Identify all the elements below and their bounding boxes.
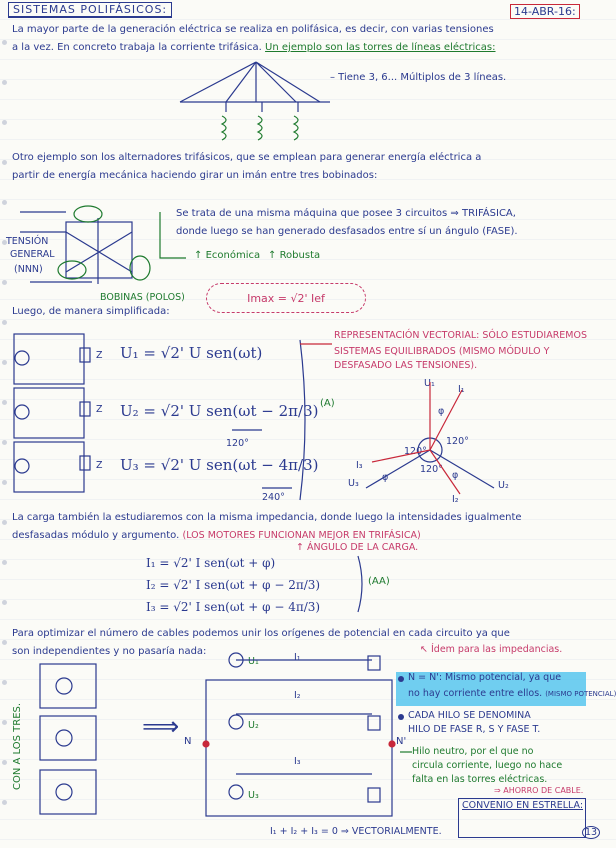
voltage-label-1: U₁ [248, 656, 259, 667]
impedance-label-1: Z [96, 350, 103, 361]
label-general: GENERAL [10, 249, 55, 260]
current-label-3: I₃ [294, 756, 301, 767]
angle-note: ↑ ÁNGULO DE LA CARGA. [296, 542, 419, 553]
note-neutral-1: Hilo neutro, por el que no [412, 746, 534, 757]
phasor-phi-2: φ [452, 470, 459, 481]
mark-a: (A) [320, 398, 335, 409]
phasor-label-u1: U₁ [424, 378, 435, 389]
advantage-robust: ↑ Robusta [268, 250, 321, 261]
phasor-label-i3: I₃ [356, 460, 363, 471]
phasor-phi-3: φ [382, 472, 389, 483]
note-phase-1: CADA HILO SE DENOMINA [408, 710, 531, 721]
simplified-label: Luego, de manera simplificada: [12, 306, 170, 317]
intro-example: Un ejemplo son las torres de líneas eléctricas: [265, 42, 496, 53]
motor-note: (LOS MOTORES FUNCIONAN MEJOR EN TRIFÁSICA) [182, 530, 421, 541]
transform-arrow: ⟹ [142, 712, 180, 742]
equation-i2: I₂ = √2' I sen(ωt + φ − 2π/3) [146, 578, 321, 592]
vector-rep-title: REPRESENTACIÓN VECTORIAL: SÓLO ESTUDIAREMOS [334, 330, 588, 341]
equation-u1: U₁ = √2' U sen(ωt) [120, 344, 263, 362]
star-circuit [203, 653, 412, 816]
optimize-line-1: Para optimizar el número de cables podemos unir los orígenes de potencial en cada circuito ya que [12, 628, 510, 639]
convention-label: CONVENIO EN ESTRELLA: [462, 800, 584, 811]
intro-line-1: La mayor parte de la generación eléctrica se realiza en polifásica, es decir, con varias tensiones [12, 24, 494, 35]
note-neutral-2: circula corriente, luego no hace [412, 760, 563, 771]
vector-rep-line-3: DESFASADO LAS TENSIONES). [334, 360, 478, 371]
load-line-1: La carga también la estudiaremos con la misma impedancia, donde luego la intensidades igualmente [12, 512, 522, 523]
alternator-line-2: partir de energía mecánica haciendo girar un imán entre tres bobinados: [12, 170, 378, 181]
current-sum: I₁ + I₂ + I₃ = 0 ⇒ VECTORIALMENTE. [270, 826, 442, 837]
note-neutral-tag: ⇒ AHORRO DE CABLE. [494, 786, 584, 795]
page-title: SISTEMAS POLIFÁSICOS: [8, 2, 172, 18]
equation-u2: U₂ = √2' U sen(ωt − 2π/3) [120, 402, 319, 420]
tower-note: – Tiene 3, 6... Múltiplos de 3 líneas. [330, 72, 507, 83]
equation-i3: I₃ = √2' I sen(ωt + φ − 4π/3) [146, 600, 321, 614]
page-number: 13 [582, 826, 600, 839]
page-date: 14-ABR-16: [510, 4, 580, 19]
note-potential-1: N = N': Mismo potencial, ya que [408, 672, 562, 683]
phasor-label-u2: U₂ [498, 480, 509, 491]
current-label-2: I₂ [294, 690, 301, 701]
phasor-diagram [300, 344, 494, 494]
equation-i1: I₁ = √2' I sen(ωt + φ) [146, 556, 276, 570]
alternator-desc-1: Se trata de una misma máquina que posee 3 circuitos ⇒ TRIFÁSICA, [176, 208, 516, 219]
phasor-angle-2: 120° [446, 436, 469, 447]
voltage-label-2: U₂ [248, 720, 259, 731]
current-label-1: I₁ [294, 652, 301, 663]
tower-drawing [180, 62, 330, 140]
phasor-angle-3: 120° [420, 464, 443, 475]
side-label: CON A LOS TRES. [12, 702, 23, 790]
node-n-prime: N' [396, 736, 407, 747]
label-nnn: (NNN) [14, 264, 43, 275]
note-phase-2: HILO DE FASE R, S Y FASE T. [408, 724, 541, 735]
note-potential-tag: (MISMO POTENCIAL) [545, 690, 616, 698]
equation-u3: U₃ = √2' U sen(ωt − 4π/3) [120, 456, 319, 474]
phasor-label-i1: I₁ [458, 384, 465, 395]
angle-120: 120° [226, 438, 249, 449]
impedance-label-3: Z [96, 460, 103, 471]
load-brace [358, 556, 362, 612]
label-tension: TENSIÓN [6, 236, 49, 247]
intro-line-2: a la vez. En concreto trabaja la corriente trifásica. Un ejemplo son las torres de líneas eléctricas: [12, 42, 496, 53]
source-chain [40, 664, 96, 814]
phasor-angle-1: 120° [404, 446, 427, 457]
impedance-label-2: Z [96, 404, 103, 415]
source-circuits [14, 334, 305, 500]
optimize-line-2: son independientes y no pasaría nada: [12, 646, 207, 657]
phasor-phi-1: φ [438, 406, 445, 417]
node-n: N [184, 736, 192, 747]
note-neutral-3: falta en las torres eléctricas. [412, 774, 548, 785]
alternator-desc-2: donde luego se han generado desfasados entre sí un ángulo (FASE). [176, 226, 518, 237]
voltage-label-3: U₃ [248, 790, 259, 801]
load-line-2: desfasadas módulo y argumento. (LOS MOTORES FUNCIONAN MEJOR EN TRIFÁSICA) [12, 530, 421, 541]
label-coils: BOBINAS (POLOS) [100, 292, 185, 303]
imax-cloud: Imax = √2' Ief [206, 283, 366, 313]
phasor-label-i2: I₂ [452, 494, 459, 505]
vector-rep-line-2: SISTEMAS EQUILIBRADOS (MISMO MÓDULO Y [334, 346, 550, 357]
mark-aa: (AA) [368, 576, 390, 587]
alternator-line-1: Otro ejemplo son los alternadores trifásicos, que se emplean para generar energía eléctrica a [12, 152, 482, 163]
alternator-drawing [20, 206, 186, 284]
advantage-economic: ↑ Económica [194, 250, 261, 261]
note-potential-2: no hay corriente entre ellos. (MISMO POTENCIAL) [408, 688, 616, 699]
angle-240: 240° [262, 492, 285, 503]
phasor-label-u3: U₃ [348, 478, 359, 489]
impedance-ref: ↖ Ídem para las impedancias. [420, 644, 563, 655]
